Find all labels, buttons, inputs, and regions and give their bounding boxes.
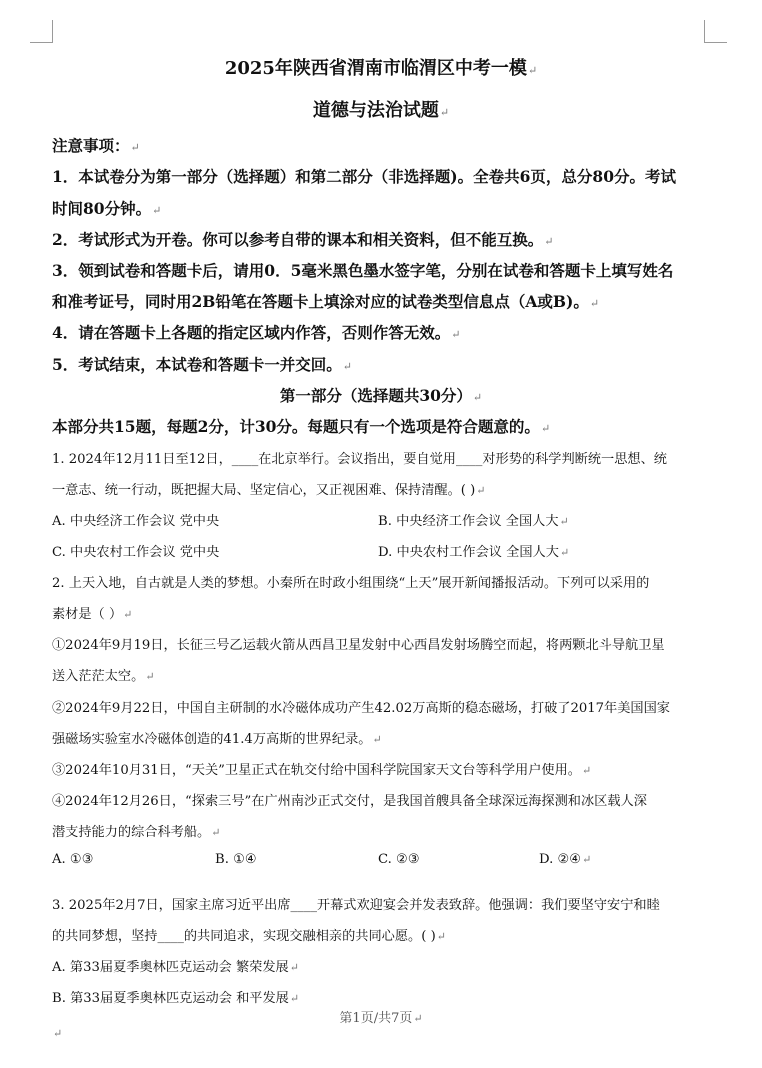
paragraph-mark-icon: ↵ bbox=[211, 826, 221, 839]
question-2-item: ①2024年9月19日，长征三号乙运载火箭从西昌卫星发射中心西昌发射场腾空而起，将两颗北斗导航卫星 bbox=[52, 638, 665, 653]
paragraph-mark-icon: ↵ bbox=[53, 1027, 63, 1040]
note-line: 1．本试卷分为第一部分（选择题）和第二部分（非选择题)。全卷共6页，总分80分。考试 bbox=[52, 167, 676, 186]
paragraph-mark-icon: ↵ bbox=[540, 422, 551, 435]
paragraph-mark-icon: ↵ bbox=[544, 235, 554, 248]
paragraph-mark-icon: ↵ bbox=[589, 297, 600, 310]
paragraph-mark-icon: ↵ bbox=[581, 764, 592, 777]
question-3-stem: 3. 2025年2月7日，国家主席习近平出席____开幕式欢迎宴会并发表致辞。他强调：我们要坚守安宁和睦 bbox=[52, 898, 660, 913]
paragraph-mark-icon: ↵ bbox=[472, 391, 483, 404]
paragraph-mark-icon: ↵ bbox=[582, 853, 592, 866]
question-1-option-b: B. 中央经济工作会议 全国人大↵ bbox=[378, 514, 569, 529]
question-2-item: 强磁场实验室水冷磁体创造的41.4万高斯的世界纪录。↵ bbox=[52, 732, 382, 747]
paragraph-mark-icon: ↵ bbox=[436, 930, 446, 943]
question-1-option-d: D. 中央农村工作会议 全国人大↵ bbox=[378, 545, 570, 560]
question-2-item: ③2024年10月31日，“天关”卫星正式在轨交付给中国科学院国家天文台等科学用户使用。↵ bbox=[52, 763, 592, 778]
paragraph-mark-icon: ↵ bbox=[342, 360, 353, 373]
question-1-stem: 一意志、统一行动，既把握大局、坚定信心，又正视困难、保持清醒。( )↵ bbox=[52, 483, 486, 498]
paragraph-mark-icon: ↵ bbox=[559, 515, 569, 528]
paragraph-mark-icon: ↵ bbox=[413, 1012, 423, 1025]
paragraph-mark-icon: ↵ bbox=[289, 992, 300, 1005]
paragraph-mark-icon: ↵ bbox=[559, 546, 570, 559]
paragraph-mark-icon: ↵ bbox=[289, 961, 299, 974]
question-2-option-d: D. ②④↵ bbox=[539, 852, 592, 867]
note-line: 5．考试结束，本试卷和答题卡一并交回。↵ bbox=[52, 355, 353, 374]
question-2-item: ②2024年9月22日，中国自主研制的水冷磁体成功产生42.02万高斯的稳态磁场，打破了2017年美国国家 bbox=[52, 701, 670, 716]
paragraph-mark-icon: ↵ bbox=[152, 204, 162, 217]
question-3-stem: 的共同梦想，坚持____的共同追求，实现交融相亲的共同心愿。( )↵ bbox=[52, 929, 446, 944]
paragraph-mark-icon: ↵ bbox=[145, 670, 155, 683]
note-line: 和准考证号，同时用2B铅笔在答题卡上填涂对应的试卷类型信息点（A或B)。↵ bbox=[52, 292, 600, 311]
question-1-option-c: C. 中央农村工作会议 党中央 bbox=[52, 545, 220, 560]
note-line: 2．考试形式为开卷。你可以参考自带的课本和相关资料，但不能互换。↵ bbox=[52, 230, 554, 249]
paragraph-mark-icon: ↵ bbox=[130, 141, 140, 154]
paragraph-mark-icon: ↵ bbox=[451, 328, 461, 341]
note-line: 时间80分钟。↵ bbox=[52, 199, 162, 218]
exam-title: 2025年陕西省渭南市临渭区中考一模↵ bbox=[224, 58, 538, 79]
page-corner-mark bbox=[30, 20, 53, 43]
paragraph-mark-icon: ↵ bbox=[123, 608, 133, 621]
question-2-option-c: C. ②③ bbox=[378, 852, 420, 867]
note-line: 4．请在答题卡上各题的指定区域内作答，否则作答无效。↵ bbox=[52, 323, 461, 342]
trailing-paragraph-mark bbox=[52, 1022, 62, 1041]
note-line: 3．领到试卷和答题卡后，请用0．5毫米黑色墨水签字笔，分别在试卷和答题卡上填写姓名 bbox=[52, 261, 674, 280]
question-2-stem: 素材是（ ）↵ bbox=[52, 607, 133, 622]
part1-heading: 第一部分（选择题共30分）↵ bbox=[279, 386, 483, 405]
question-2-option-a: A. ①③ bbox=[52, 852, 94, 867]
question-2-option-b: B. ①④ bbox=[215, 852, 257, 867]
page-corner-mark bbox=[704, 20, 727, 43]
question-3-option-b: B. 第33届夏季奥林匹克运动会 和平发展↵ bbox=[52, 991, 300, 1006]
paragraph-mark-icon: ↵ bbox=[372, 733, 382, 746]
question-2-stem: 2. 上天入地，自古就是人类的梦想。小秦所在时政小组围绕“上天”展开新闻播报活动。下列可以采用的 bbox=[52, 576, 650, 591]
paragraph-mark-icon: ↵ bbox=[527, 64, 538, 77]
exam-subject: 道德与法治试题↵ bbox=[312, 100, 450, 121]
question-3-option-a: A. 第33届夏季奥林匹克运动会 繁荣发展↵ bbox=[52, 960, 299, 975]
question-1-option-a: A. 中央经济工作会议 党中央 bbox=[52, 514, 220, 529]
paragraph-mark-icon: ↵ bbox=[439, 106, 450, 119]
page-footer: 第1页/共7页↵ bbox=[339, 1011, 423, 1026]
notes-heading: 注意事项：↵ bbox=[52, 136, 140, 155]
question-2-item: 送入茫茫太空。↵ bbox=[52, 669, 155, 684]
question-1-stem: 1. 2024年12月11日至12日，____在北京举行。会议指出，要自觉用____对形势的科学判断统一思想、统 bbox=[52, 452, 667, 467]
part1-intro: 本部分共15题，每题2分，计30分。每题只有一个选项是符合题意的。↵ bbox=[52, 417, 551, 436]
question-2-item: ④2024年12月26日，“探索三号”在广州南沙正式交付，是我国首艘具备全球深远海探测和冰区载人深 bbox=[52, 794, 647, 809]
question-2-item: 潜支持能力的综合科考船。↵ bbox=[52, 825, 221, 840]
paragraph-mark-icon: ↵ bbox=[476, 484, 486, 497]
